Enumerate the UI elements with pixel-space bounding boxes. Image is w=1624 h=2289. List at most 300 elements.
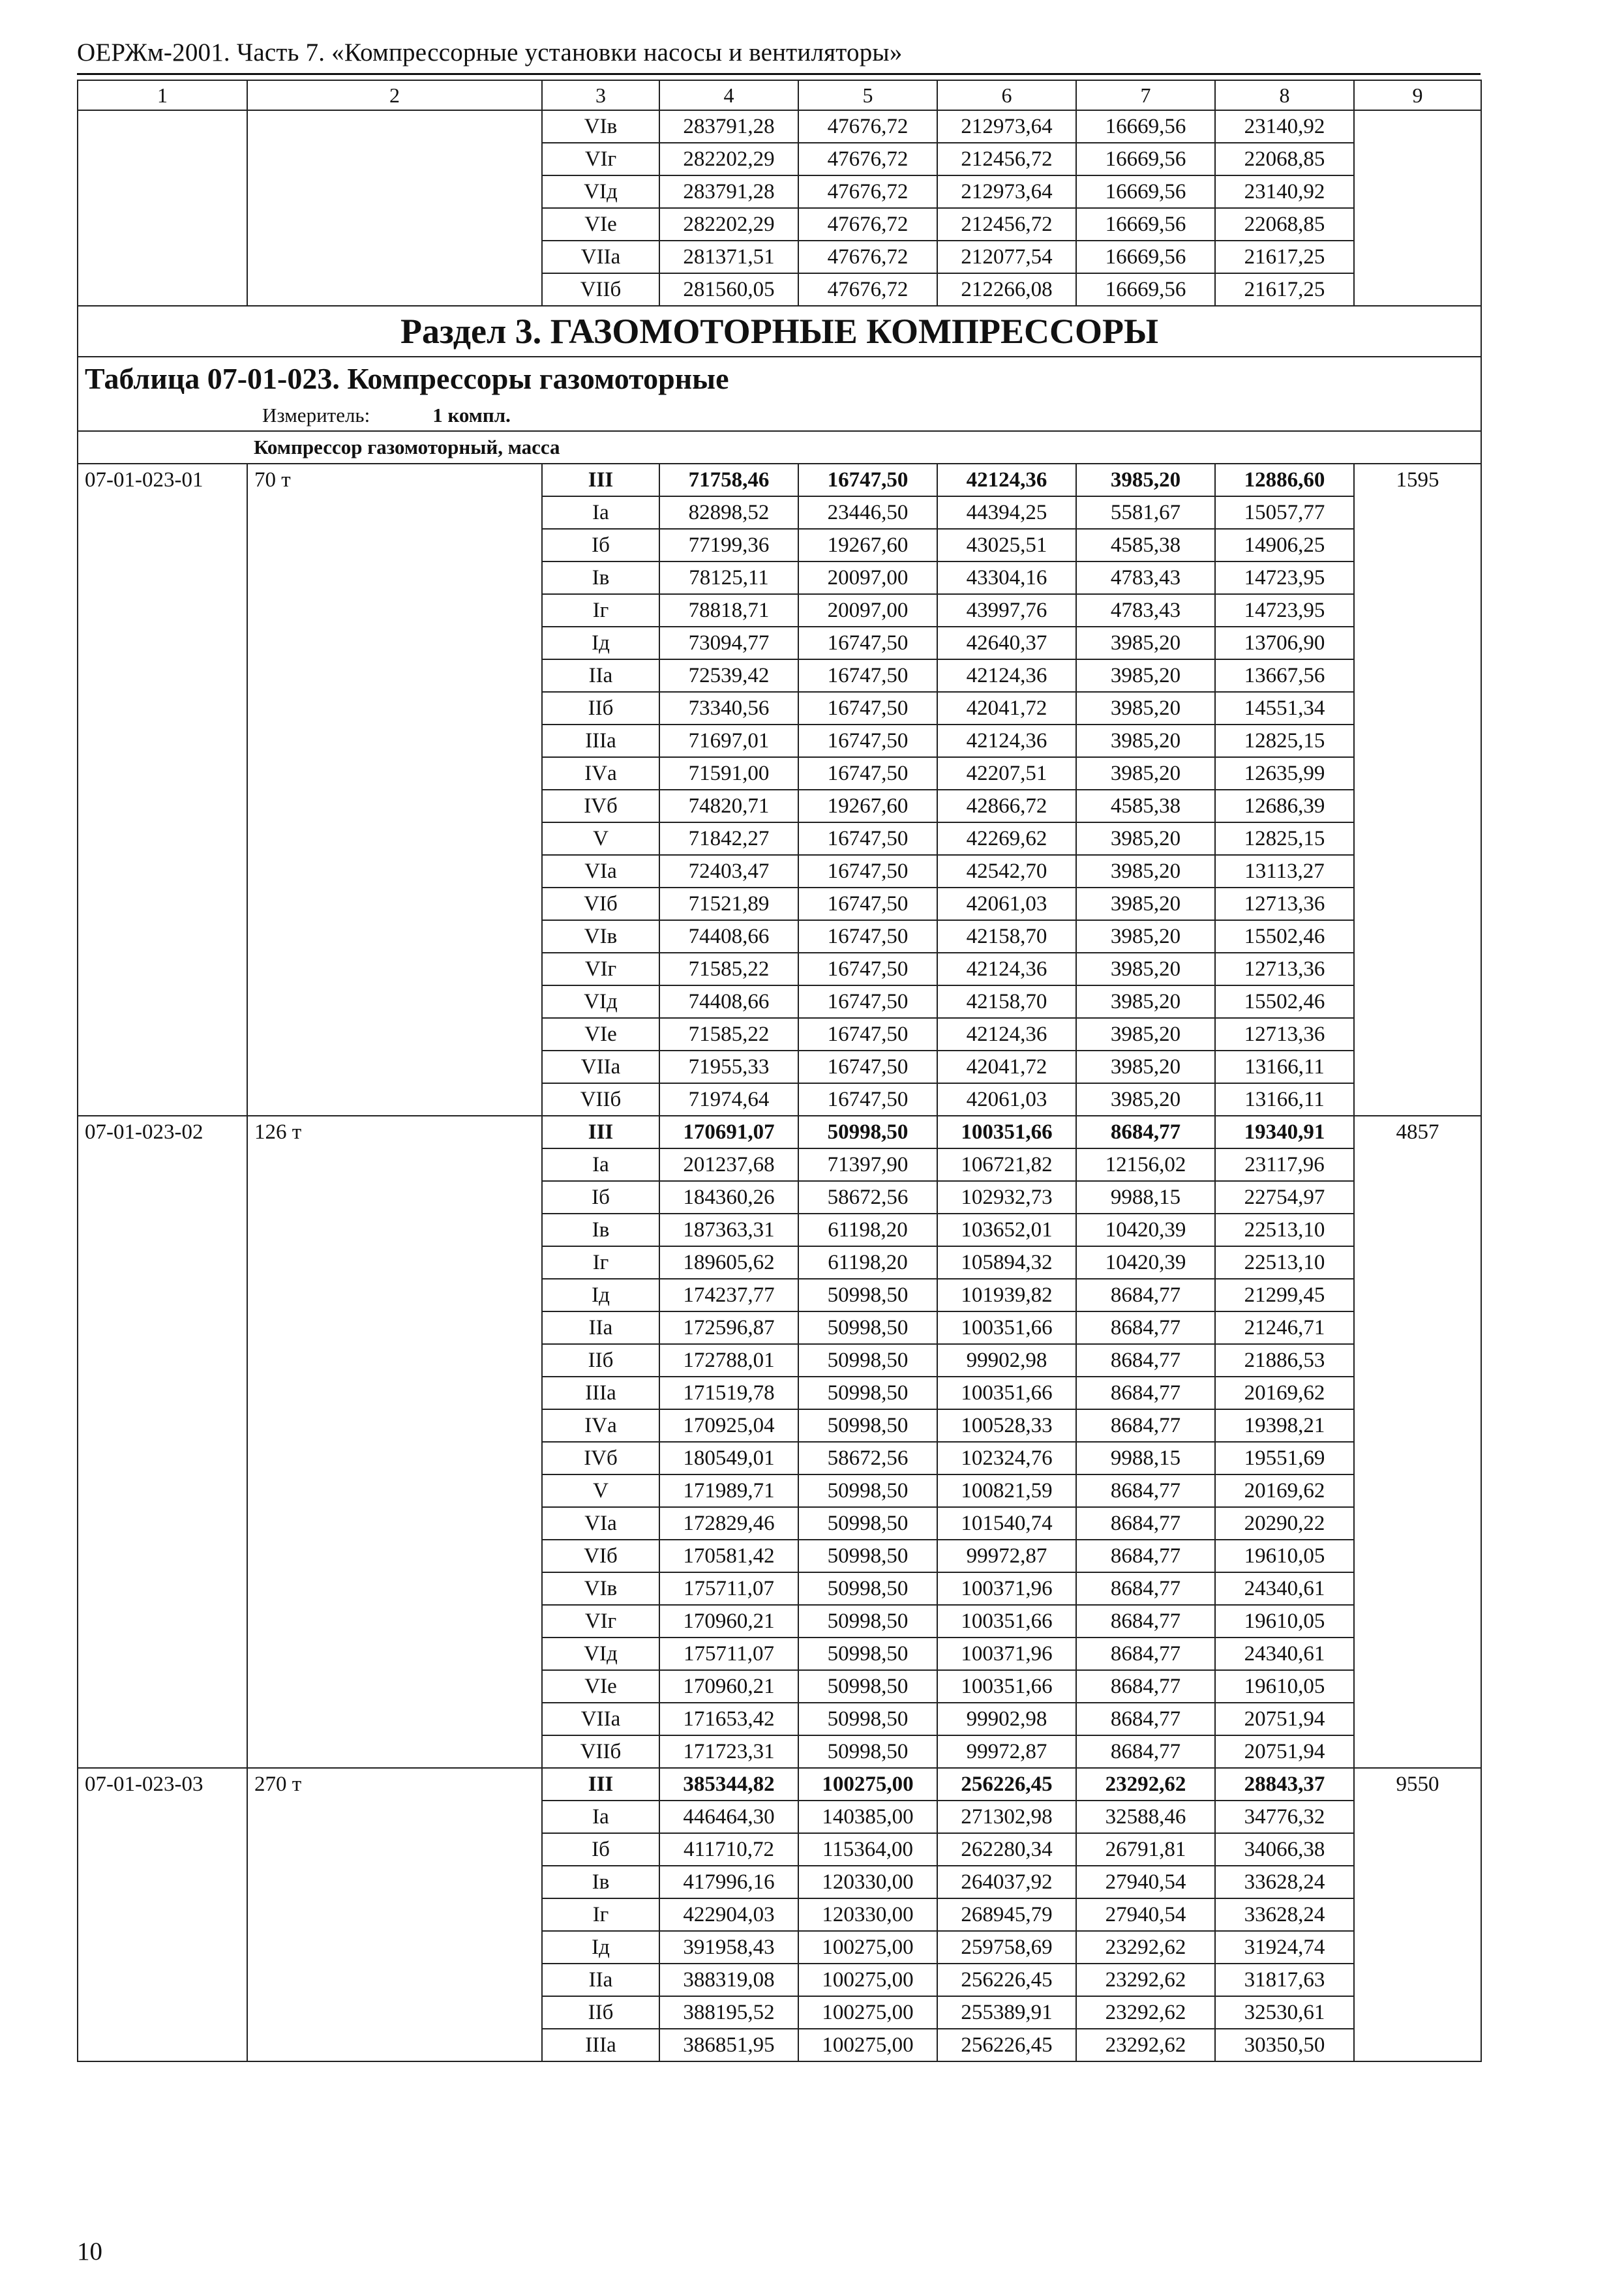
value-cell: 14551,34 bbox=[1215, 692, 1354, 725]
value-cell: 102324,76 bbox=[937, 1442, 1076, 1474]
value-cell: 20751,94 bbox=[1215, 1703, 1354, 1735]
value-cell: 78818,71 bbox=[659, 594, 798, 627]
value-cell: 15502,46 bbox=[1215, 985, 1354, 1018]
value-cell: 100351,66 bbox=[937, 1116, 1076, 1148]
value-cell: 212266,08 bbox=[937, 273, 1076, 306]
value-cell: 23140,92 bbox=[1215, 175, 1354, 208]
value-cell: 15502,46 bbox=[1215, 920, 1354, 953]
value-cell: 20097,00 bbox=[798, 594, 937, 627]
value-cell: 3985,20 bbox=[1076, 855, 1215, 888]
value-cell: 43025,51 bbox=[937, 529, 1076, 561]
rates-table bbox=[77, 80, 1482, 2062]
value-cell: 27940,54 bbox=[1076, 1898, 1215, 1931]
value-cell: 100275,00 bbox=[798, 1996, 937, 2029]
value-cell: 20751,94 bbox=[1215, 1735, 1354, 1768]
value-cell: 281560,05 bbox=[659, 273, 798, 306]
value-cell: 42061,03 bbox=[937, 1083, 1076, 1116]
value-cell: 8684,77 bbox=[1076, 1377, 1215, 1409]
value-cell: 101540,74 bbox=[937, 1507, 1076, 1540]
zone-cell: VIIб bbox=[542, 273, 659, 306]
value-cell: 77199,36 bbox=[659, 529, 798, 561]
value-cell: 12825,15 bbox=[1215, 725, 1354, 757]
value-cell: 3985,20 bbox=[1076, 464, 1215, 496]
value-cell: 50998,50 bbox=[798, 1703, 937, 1735]
value-cell: 187363,31 bbox=[659, 1214, 798, 1246]
value-cell: 42158,70 bbox=[937, 985, 1076, 1018]
value-cell: 172788,01 bbox=[659, 1344, 798, 1377]
name-cell: 270 т bbox=[247, 1768, 542, 2061]
header-rule bbox=[77, 73, 1481, 75]
value-cell: 170960,21 bbox=[659, 1670, 798, 1703]
value-cell: 100371,96 bbox=[937, 1638, 1076, 1670]
value-cell: 27940,54 bbox=[1076, 1866, 1215, 1898]
value-cell: 3985,20 bbox=[1076, 822, 1215, 855]
value-cell: 100275,00 bbox=[798, 1931, 937, 1964]
value-cell: 30350,50 bbox=[1215, 2029, 1354, 2061]
value-cell: 16747,50 bbox=[798, 627, 937, 659]
zone-cell: Iв bbox=[542, 1866, 659, 1898]
value-cell: 283791,28 bbox=[659, 175, 798, 208]
table-title-row bbox=[78, 357, 1481, 400]
value-cell: 8684,77 bbox=[1076, 1311, 1215, 1344]
value-cell: 99902,98 bbox=[937, 1703, 1076, 1735]
value-cell: 16669,56 bbox=[1076, 208, 1215, 241]
value-cell: 43304,16 bbox=[937, 561, 1076, 594]
page-number: 10 bbox=[77, 2237, 102, 2266]
value-cell: 24340,61 bbox=[1215, 1572, 1354, 1605]
table-row bbox=[78, 464, 1481, 496]
value-cell: 8684,77 bbox=[1076, 1670, 1215, 1703]
zone-cell: IIа bbox=[542, 1964, 659, 1996]
zone-cell: Iд bbox=[542, 1279, 659, 1311]
value-cell: 19610,05 bbox=[1215, 1540, 1354, 1572]
value-cell: 3985,20 bbox=[1076, 659, 1215, 692]
value-cell: 100821,59 bbox=[937, 1474, 1076, 1507]
meter-row bbox=[78, 400, 1481, 431]
value-cell: 100275,00 bbox=[798, 1964, 937, 1996]
value-cell: 23292,62 bbox=[1076, 1931, 1215, 1964]
value-cell: 24340,61 bbox=[1215, 1638, 1354, 1670]
section-row bbox=[78, 306, 1481, 357]
zone-cell: Iа bbox=[542, 1801, 659, 1833]
zone-cell: VIе bbox=[542, 1670, 659, 1703]
column-number: 5 bbox=[798, 80, 937, 110]
value-cell: 8684,77 bbox=[1076, 1572, 1215, 1605]
value-cell: 391958,43 bbox=[659, 1931, 798, 1964]
value-cell: 50998,50 bbox=[798, 1540, 937, 1572]
meter-value: 1 компл. bbox=[432, 403, 511, 426]
value-cell: 256226,45 bbox=[937, 1964, 1076, 1996]
value-cell: 171723,31 bbox=[659, 1735, 798, 1768]
value-cell: 20169,62 bbox=[1215, 1474, 1354, 1507]
table-title: Таблица 07-01-023. Компрессоры газомоторные bbox=[78, 357, 1481, 400]
zone-cell: IIб bbox=[542, 692, 659, 725]
section-title: Раздел 3. ГАЗОМОТОРНЫЕ КОМПРЕССОРЫ bbox=[78, 306, 1481, 357]
value-cell: 20290,22 bbox=[1215, 1507, 1354, 1540]
value-cell: 212973,64 bbox=[937, 175, 1076, 208]
zone-cell: VIе bbox=[542, 208, 659, 241]
value-cell: 23117,96 bbox=[1215, 1148, 1354, 1181]
value-cell: 12686,39 bbox=[1215, 790, 1354, 822]
value-cell: 71585,22 bbox=[659, 1018, 798, 1051]
value-cell: 8684,77 bbox=[1076, 1638, 1215, 1670]
zone-cell: Iд bbox=[542, 627, 659, 659]
value-cell: 172829,46 bbox=[659, 1507, 798, 1540]
value-cell: 171519,78 bbox=[659, 1377, 798, 1409]
zone-cell: IIб bbox=[542, 1344, 659, 1377]
code-cell bbox=[78, 110, 247, 306]
value-cell: 3985,20 bbox=[1076, 692, 1215, 725]
value-cell: 283791,28 bbox=[659, 110, 798, 143]
value-cell: 264037,92 bbox=[937, 1866, 1076, 1898]
value-cell: 172596,87 bbox=[659, 1311, 798, 1344]
value-cell: 13706,90 bbox=[1215, 627, 1354, 659]
value-cell: 42269,62 bbox=[937, 822, 1076, 855]
value-cell: 171989,71 bbox=[659, 1474, 798, 1507]
value-cell: 8684,77 bbox=[1076, 1474, 1215, 1507]
value-cell: 8684,77 bbox=[1076, 1605, 1215, 1638]
value-cell: 255389,91 bbox=[937, 1996, 1076, 2029]
zone-cell: Iв bbox=[542, 1214, 659, 1246]
value-cell: 12635,99 bbox=[1215, 757, 1354, 790]
column-number: 6 bbox=[937, 80, 1076, 110]
value-cell: 19551,69 bbox=[1215, 1442, 1354, 1474]
value-cell: 174237,77 bbox=[659, 1279, 798, 1311]
value-cell: 170925,04 bbox=[659, 1409, 798, 1442]
value-cell: 13667,56 bbox=[1215, 659, 1354, 692]
value-cell: 3985,20 bbox=[1076, 1051, 1215, 1083]
code-cell: 07-01-023-02 bbox=[78, 1116, 247, 1768]
zone-cell: V bbox=[542, 822, 659, 855]
col9-cell: 1595 bbox=[1354, 464, 1481, 1116]
value-cell: 23292,62 bbox=[1076, 1996, 1215, 2029]
value-cell: 10420,39 bbox=[1076, 1246, 1215, 1279]
value-cell: 12886,60 bbox=[1215, 464, 1354, 496]
value-cell: 16747,50 bbox=[798, 985, 937, 1018]
value-cell: 4585,38 bbox=[1076, 529, 1215, 561]
col9-cell bbox=[1354, 110, 1481, 306]
value-cell: 3985,20 bbox=[1076, 888, 1215, 920]
value-cell: 8684,77 bbox=[1076, 1344, 1215, 1377]
value-cell: 3985,20 bbox=[1076, 985, 1215, 1018]
value-cell: 42640,37 bbox=[937, 627, 1076, 659]
value-cell: 140385,00 bbox=[798, 1801, 937, 1833]
value-cell: 120330,00 bbox=[798, 1866, 937, 1898]
zone-cell: VIб bbox=[542, 888, 659, 920]
zone-cell: IIб bbox=[542, 1996, 659, 2029]
value-cell: 22513,10 bbox=[1215, 1214, 1354, 1246]
value-cell: 43997,76 bbox=[937, 594, 1076, 627]
value-cell: 3985,20 bbox=[1076, 1083, 1215, 1116]
value-cell: 212973,64 bbox=[937, 110, 1076, 143]
zone-cell: VIIб bbox=[542, 1735, 659, 1768]
value-cell: 16669,56 bbox=[1076, 273, 1215, 306]
value-cell: 71521,89 bbox=[659, 888, 798, 920]
value-cell: 101939,82 bbox=[937, 1279, 1076, 1311]
value-cell: 21617,25 bbox=[1215, 241, 1354, 273]
zone-cell: VIв bbox=[542, 920, 659, 953]
value-cell: 8684,77 bbox=[1076, 1279, 1215, 1311]
value-cell: 73094,77 bbox=[659, 627, 798, 659]
zone-cell: IIIа bbox=[542, 725, 659, 757]
zone-cell: Iб bbox=[542, 529, 659, 561]
value-cell: 262280,34 bbox=[937, 1833, 1076, 1866]
zone-cell: IIа bbox=[542, 659, 659, 692]
value-cell: 256226,45 bbox=[937, 2029, 1076, 2061]
value-cell: 71974,64 bbox=[659, 1083, 798, 1116]
value-cell: 8684,77 bbox=[1076, 1540, 1215, 1572]
value-cell: 21299,45 bbox=[1215, 1279, 1354, 1311]
value-cell: 50998,50 bbox=[798, 1670, 937, 1703]
value-cell: 34776,32 bbox=[1215, 1801, 1354, 1833]
value-cell: 22754,97 bbox=[1215, 1181, 1354, 1214]
value-cell: 3985,20 bbox=[1076, 757, 1215, 790]
value-cell: 100351,66 bbox=[937, 1311, 1076, 1344]
zone-cell: VIд bbox=[542, 1638, 659, 1670]
value-cell: 19398,21 bbox=[1215, 1409, 1354, 1442]
value-cell: 3985,20 bbox=[1076, 725, 1215, 757]
value-cell: 16747,50 bbox=[798, 855, 937, 888]
zone-cell: Iб bbox=[542, 1181, 659, 1214]
value-cell: 73340,56 bbox=[659, 692, 798, 725]
value-cell: 281371,51 bbox=[659, 241, 798, 273]
value-cell: 10420,39 bbox=[1076, 1214, 1215, 1246]
value-cell: 8684,77 bbox=[1076, 1735, 1215, 1768]
value-cell: 71585,22 bbox=[659, 953, 798, 985]
value-cell: 47676,72 bbox=[798, 208, 937, 241]
value-cell: 31924,74 bbox=[1215, 1931, 1354, 1964]
zone-cell: III bbox=[542, 1768, 659, 1801]
zone-cell: VIв bbox=[542, 110, 659, 143]
column-number: 4 bbox=[659, 80, 798, 110]
column-number: 1 bbox=[78, 80, 247, 110]
name-cell bbox=[247, 110, 542, 306]
value-cell: 268945,79 bbox=[937, 1898, 1076, 1931]
value-cell: 32588,46 bbox=[1076, 1801, 1215, 1833]
value-cell: 78125,11 bbox=[659, 561, 798, 594]
value-cell: 13113,27 bbox=[1215, 855, 1354, 888]
zone-cell: Iд bbox=[542, 1931, 659, 1964]
value-cell: 16669,56 bbox=[1076, 241, 1215, 273]
value-cell: 99972,87 bbox=[937, 1540, 1076, 1572]
value-cell: 42124,36 bbox=[937, 953, 1076, 985]
value-cell: 170581,42 bbox=[659, 1540, 798, 1572]
value-cell: 8684,77 bbox=[1076, 1507, 1215, 1540]
value-cell: 171653,42 bbox=[659, 1703, 798, 1735]
value-cell: 19267,60 bbox=[798, 529, 937, 561]
value-cell: 9988,15 bbox=[1076, 1181, 1215, 1214]
value-cell: 42124,36 bbox=[937, 725, 1076, 757]
zone-cell: IIIа bbox=[542, 1377, 659, 1409]
value-cell: 71758,46 bbox=[659, 464, 798, 496]
value-cell: 47676,72 bbox=[798, 110, 937, 143]
value-cell: 16669,56 bbox=[1076, 110, 1215, 143]
value-cell: 28843,37 bbox=[1215, 1768, 1354, 1801]
column-number: 9 bbox=[1354, 80, 1481, 110]
value-cell: 21886,53 bbox=[1215, 1344, 1354, 1377]
value-cell: 102932,73 bbox=[937, 1181, 1076, 1214]
value-cell: 170960,21 bbox=[659, 1605, 798, 1638]
value-cell: 100275,00 bbox=[798, 1768, 937, 1801]
column-number: 3 bbox=[542, 80, 659, 110]
value-cell: 16669,56 bbox=[1076, 143, 1215, 175]
value-cell: 42041,72 bbox=[937, 692, 1076, 725]
zone-cell: VIа bbox=[542, 1507, 659, 1540]
meter-cell bbox=[78, 400, 1481, 431]
value-cell: 71842,27 bbox=[659, 822, 798, 855]
table-body bbox=[78, 80, 1481, 2061]
value-cell: 3985,20 bbox=[1076, 920, 1215, 953]
value-cell: 50998,50 bbox=[798, 1735, 937, 1768]
value-cell: 42207,51 bbox=[937, 757, 1076, 790]
value-cell: 50998,50 bbox=[798, 1377, 937, 1409]
table-row bbox=[78, 1116, 1481, 1148]
value-cell: 16747,50 bbox=[798, 920, 937, 953]
col9-cell: 9550 bbox=[1354, 1768, 1481, 2061]
value-cell: 12156,02 bbox=[1076, 1148, 1215, 1181]
value-cell: 58672,56 bbox=[798, 1181, 937, 1214]
table-row bbox=[78, 1768, 1481, 1801]
value-cell: 42158,70 bbox=[937, 920, 1076, 953]
value-cell: 16747,50 bbox=[798, 659, 937, 692]
value-cell: 12713,36 bbox=[1215, 953, 1354, 985]
value-cell: 8684,77 bbox=[1076, 1116, 1215, 1148]
value-cell: 19267,60 bbox=[798, 790, 937, 822]
running-header: ОЕРЖм-2001. Часть 7. «Компрессорные установки насосы и вентиляторы» bbox=[77, 38, 903, 67]
value-cell: 33628,24 bbox=[1215, 1866, 1354, 1898]
value-cell: 115364,00 bbox=[798, 1833, 937, 1866]
zone-cell: VIIа bbox=[542, 1051, 659, 1083]
value-cell: 50998,50 bbox=[798, 1605, 937, 1638]
value-cell: 385344,82 bbox=[659, 1768, 798, 1801]
zone-cell: VIг bbox=[542, 953, 659, 985]
zone-cell: VIг bbox=[542, 143, 659, 175]
value-cell: 47676,72 bbox=[798, 241, 937, 273]
value-cell: 103652,01 bbox=[937, 1214, 1076, 1246]
value-cell: 100528,33 bbox=[937, 1409, 1076, 1442]
zone-cell: VIIа bbox=[542, 241, 659, 273]
value-cell: 23292,62 bbox=[1076, 1768, 1215, 1801]
meter-label: Измеритель: bbox=[262, 403, 370, 426]
value-cell: 8684,77 bbox=[1076, 1409, 1215, 1442]
value-cell: 9988,15 bbox=[1076, 1442, 1215, 1474]
value-cell: 44394,25 bbox=[937, 496, 1076, 529]
value-cell: 42124,36 bbox=[937, 1018, 1076, 1051]
value-cell: 120330,00 bbox=[798, 1898, 937, 1931]
value-cell: 50998,50 bbox=[798, 1311, 937, 1344]
value-cell: 16747,50 bbox=[798, 692, 937, 725]
value-cell: 4783,43 bbox=[1076, 594, 1215, 627]
value-cell: 47676,72 bbox=[798, 175, 937, 208]
zone-cell: Iв bbox=[542, 561, 659, 594]
value-cell: 21617,25 bbox=[1215, 273, 1354, 306]
value-cell: 12713,36 bbox=[1215, 888, 1354, 920]
subtitle-gap bbox=[78, 431, 247, 464]
value-cell: 50998,50 bbox=[798, 1572, 937, 1605]
value-cell: 50998,50 bbox=[798, 1409, 937, 1442]
zone-cell: Iа bbox=[542, 1148, 659, 1181]
value-cell: 16747,50 bbox=[798, 1051, 937, 1083]
value-cell: 4783,43 bbox=[1076, 561, 1215, 594]
value-cell: 16747,50 bbox=[798, 1018, 937, 1051]
value-cell: 47676,72 bbox=[798, 143, 937, 175]
column-number-row bbox=[78, 80, 1481, 110]
value-cell: 180549,01 bbox=[659, 1442, 798, 1474]
value-cell: 20097,00 bbox=[798, 561, 937, 594]
value-cell: 106721,82 bbox=[937, 1148, 1076, 1181]
zone-cell: VIд bbox=[542, 175, 659, 208]
code-cell: 07-01-023-03 bbox=[78, 1768, 247, 2061]
value-cell: 61198,20 bbox=[798, 1214, 937, 1246]
name-cell: 70 т bbox=[247, 464, 542, 1116]
value-cell: 99902,98 bbox=[937, 1344, 1076, 1377]
value-cell: 34066,38 bbox=[1215, 1833, 1354, 1866]
value-cell: 100351,66 bbox=[937, 1377, 1076, 1409]
value-cell: 82898,52 bbox=[659, 496, 798, 529]
value-cell: 5581,67 bbox=[1076, 496, 1215, 529]
subtitle-row bbox=[78, 431, 1481, 464]
value-cell: 422904,03 bbox=[659, 1898, 798, 1931]
code-cell: 07-01-023-01 bbox=[78, 464, 247, 1116]
value-cell: 175711,07 bbox=[659, 1638, 798, 1670]
zone-cell: IVа bbox=[542, 1409, 659, 1442]
value-cell: 4585,38 bbox=[1076, 790, 1215, 822]
value-cell: 282202,29 bbox=[659, 208, 798, 241]
value-cell: 105894,32 bbox=[937, 1246, 1076, 1279]
zone-cell: IVб bbox=[542, 1442, 659, 1474]
value-cell: 31817,63 bbox=[1215, 1964, 1354, 1996]
value-cell: 14906,25 bbox=[1215, 529, 1354, 561]
col9-cell: 4857 bbox=[1354, 1116, 1481, 1768]
value-cell: 50998,50 bbox=[798, 1344, 937, 1377]
value-cell: 184360,26 bbox=[659, 1181, 798, 1214]
value-cell: 99972,87 bbox=[937, 1735, 1076, 1768]
value-cell: 74820,71 bbox=[659, 790, 798, 822]
value-cell: 212456,72 bbox=[937, 143, 1076, 175]
value-cell: 33628,24 bbox=[1215, 1898, 1354, 1931]
value-cell: 100351,66 bbox=[937, 1605, 1076, 1638]
zone-cell: III bbox=[542, 1116, 659, 1148]
value-cell: 50998,50 bbox=[798, 1638, 937, 1670]
value-cell: 42866,72 bbox=[937, 790, 1076, 822]
zone-cell: VIIб bbox=[542, 1083, 659, 1116]
value-cell: 16747,50 bbox=[798, 1083, 937, 1116]
value-cell: 386851,95 bbox=[659, 2029, 798, 2061]
value-cell: 72403,47 bbox=[659, 855, 798, 888]
value-cell: 26791,81 bbox=[1076, 1833, 1215, 1866]
value-cell: 71591,00 bbox=[659, 757, 798, 790]
value-cell: 175711,07 bbox=[659, 1572, 798, 1605]
zone-cell: VIе bbox=[542, 1018, 659, 1051]
value-cell: 100351,66 bbox=[937, 1670, 1076, 1703]
value-cell: 388195,52 bbox=[659, 1996, 798, 2029]
value-cell: 23292,62 bbox=[1076, 1964, 1215, 1996]
value-cell: 170691,07 bbox=[659, 1116, 798, 1148]
value-cell: 20169,62 bbox=[1215, 1377, 1354, 1409]
zone-cell: Iб bbox=[542, 1833, 659, 1866]
value-cell: 74408,66 bbox=[659, 920, 798, 953]
zone-cell: Iг bbox=[542, 1898, 659, 1931]
zone-cell: VIа bbox=[542, 855, 659, 888]
zone-cell: VIд bbox=[542, 985, 659, 1018]
value-cell: 71955,33 bbox=[659, 1051, 798, 1083]
zone-cell: IIIа bbox=[542, 2029, 659, 2061]
value-cell: 3985,20 bbox=[1076, 1018, 1215, 1051]
value-cell: 3985,20 bbox=[1076, 953, 1215, 985]
value-cell: 388319,08 bbox=[659, 1964, 798, 1996]
value-cell: 16747,50 bbox=[798, 464, 937, 496]
table-row bbox=[78, 110, 1481, 143]
